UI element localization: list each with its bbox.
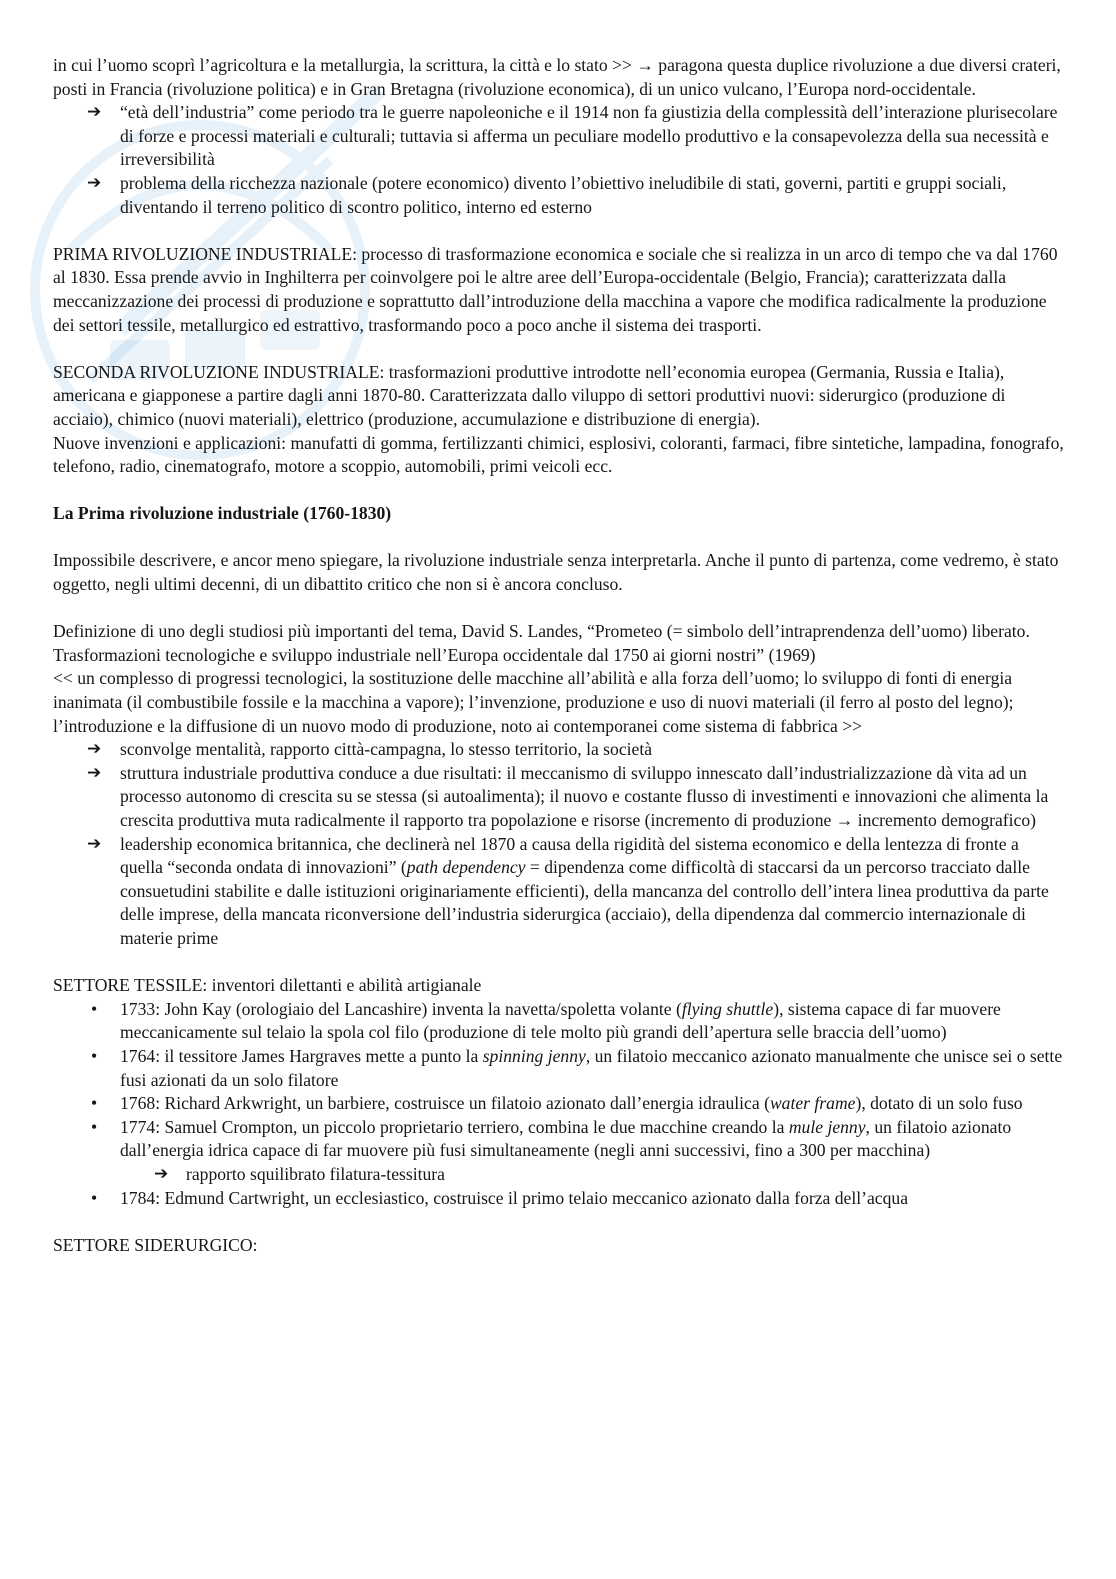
- arrow-icon: ➔: [87, 102, 102, 123]
- invenzioni-paragraph: Nuove invenzioni e applicazioni: manufatti di gomma, fertilizzanti chimici, esplosivi, coloranti, farmaci, fibre sintetiche, lampadina, fonografo, telefono, radio, cinematografo, motore a scoppio, automobili, primi veicoli ecc.: [53, 432, 1064, 477]
- bullet-icon: •: [91, 998, 98, 1019]
- seconda-rivoluzione-paragraph: SECONDA RIVOLUZIONE INDUSTRIALE: trasformazioni produttive introdotte nell’economia europea (Germania, Russia e Italia), americana e giapponese a partire dagli anni 1870-80. Caratterizzata dallo viluppo di settori produttivi nuovi: siderurgico (produzione di acciaio), chimico (nuovi materiali), elettrico (produzione, accumulazione e distribuzione di energia).: [53, 361, 1006, 429]
- arrow-item: ➔ struttura industriale produttiva conduce a due risultati: il meccanismo di sviluppo innescato dall’industrializzazione dà vita ad un processo autonomo di crescita su se stessa (si autoalimenta); il nuovo e costante flusso di investimenti e innovazioni che alimenta la crescita produttiva muta radicalmente il rapporto tra popolazione e risorse (incremento di produzione → incremento demografico): [87, 762, 1049, 830]
- bullet-icon: •: [91, 1116, 98, 1137]
- tessile-sub-list: [53, 1163, 1065, 1187]
- tessile-bullet-list: [53, 998, 1065, 1163]
- bullet-item: • 1764: il tessitore James Hargraves mette a punto la spinning jenny, un filatoio meccanico azionato manualmente che unisce sei o sette fusi azionati da un solo filatore: [91, 1045, 1063, 1090]
- arrow-icon: ➔: [87, 833, 102, 854]
- settore-tessile-heading: SETTORE TESSILE: inventori dilettanti e abilità artigianale: [53, 975, 482, 996]
- arrow-item: ➔ leadership economica britannica, che declinerà nel 1870 a causa della rigidità del sistema economico e della lentezza di fronte a quella “seconda ondata di innovazioni” (path dependency = dipendenza come difficoltà di staccarsi da un percorso tracciato dalle consuetudini stabilite e dalle istituzioni originariamente efficienti), della mancanza del controllo dell’intera linea produttiva da parte delle imprese, della mancata riconversione dell’industria siderurgica (acciaio), della dipendenza dal commercio internazionale di materie prime: [87, 833, 1049, 948]
- settore-siderurgico-heading: SETTORE SIDERURGICO:: [53, 1234, 258, 1255]
- section-heading: La Prima rivoluzione industriale (1760-1830): [53, 503, 392, 524]
- intro-arrow-list: [53, 101, 1065, 219]
- arrow-item: ➔ “età dell’industria” come periodo tra le guerre napoleoniche e il 1914 non fa giustizia della complessità dell’interazione plurisecolare di forze e processi materiali e culturali; tuttavia si afferma un peculiare modello produttivo e la consapevolezza della sua necessità e irreversibilità: [87, 102, 1058, 170]
- bullet-item: • 1768: Richard Arkwright, un barbiere, costruisce un filatoio azionato dall’energia idraulica (water frame), dotato di un solo fuso: [53, 1092, 1065, 1116]
- landes-arrow-list: [53, 738, 1065, 950]
- arrow-icon: ➔: [87, 172, 102, 193]
- bullet-item: • 1733: John Kay (orologiaio del Lancashire) inventa la navetta/spoletta volante (flying shuttle), sistema capace di far muovere meccanicamente sul telaio la spola col filo (produzione di tele molto più grandi dell’apertura selle braccia dell’uomo): [91, 998, 1001, 1043]
- arrow-icon: ➔: [154, 1163, 169, 1184]
- arrow-item: ➔ problema della ricchezza nazionale (potere economico) divento l’obiettivo ineludibile di stati, governi, partiti e gruppi sociali, diventando il terreno politico di scontro politico, interno ed esterno: [87, 172, 1007, 217]
- bullet-icon: •: [91, 1093, 98, 1114]
- prima-rivoluzione-paragraph: PRIMA RIVOLUZIONE INDUSTRIALE: processo di trasformazione economica e sociale che si realizza in un arco di tempo che va dal 1760 al 1830. Essa prende avvio in Inghilterra per coinvolgere poi le altre aree dell’Europa-occidentale (Belgio, Francia); caratterizzata dalla meccanizzazione dei processi di produzione e soprattutto dall’introduzione della macchina a vapore che modifica radicalmente la produzione dei settori tessile, metallurgico ed estrattivo, trasformando poco a poco anche il sistema dei trasporti.: [53, 243, 1058, 335]
- intro-paragraph: in cui l’uomo scoprì l’agricoltura e la metallurgia, la scrittura, la città e lo stato >> → paragona questa duplice rivoluzione a due diversi crateri, posti in Francia (rivoluzione politica) e in Gran Bretagna (rivoluzione economica), di un unico vulcano, l’Europa nord-occidentale.: [53, 55, 1061, 99]
- document-body: [53, 54, 1065, 1257]
- sub-arrow-item: ➔ rapporto squilibrato filatura-tessitura: [53, 1163, 1065, 1187]
- bullet-icon: •: [91, 1045, 98, 1066]
- bullet-item: • 1784: Edmund Cartwright, un ecclesiastico, costruisce il primo telaio meccanico azionato dalla forza dell’acqua: [53, 1187, 1065, 1211]
- bullet-icon: •: [91, 1187, 98, 1208]
- arrow-icon: ➔: [87, 762, 102, 783]
- tessile-bullet-list-continued: [53, 1187, 1065, 1211]
- bullet-item: • 1774: Samuel Crompton, un piccolo proprietario terriero, combina le due macchine creando la mule jenny, un filatoio azionato dall’energia idrica capace di far muovere più fusi simultaneamente (negli anni successivi, fino a 300 per macchina): [91, 1116, 1012, 1161]
- arrow-icon: ➔: [87, 739, 102, 760]
- impossibile-paragraph: Impossibile descrivere, e ancor meno spiegare, la rivoluzione industriale senza interpretarla. Anche il punto di partenza, come vedremo, è stato oggetto, negli ultimi decenni, di un dibattito critico che non si è ancora concluso.: [53, 550, 1059, 595]
- definizione-paragraph: Definizione di uno degli studiosi più importanti del tema, David S. Landes, “Prometeo (= simbolo dell’intraprendenza dell’uomo) liberato. Trasformazioni tecnologiche e sviluppo industriale nell’Europa occidentale dal 1750 ai giorni nostri” (1969): [53, 621, 1030, 665]
- arrow-item: ➔ sconvolge mentalità, rapporto città-campagna, lo stesso territorio, la società: [53, 738, 1065, 762]
- landes-quote: << un complesso di progressi tecnologici, la sostituzione delle macchine all’abilità e alla forza dell’uomo; lo sviluppo di fonti di energia inanimata (il combustibile fossile e la macchina a vapore); l’invenzione, produzione e uso di nuovi materiali (il ferro al posto del legno); l’introduzione e la diffusione di un nuovo modo di produzione, noto ai contemporanei come sistema di fabbrica >>: [53, 668, 1014, 736]
